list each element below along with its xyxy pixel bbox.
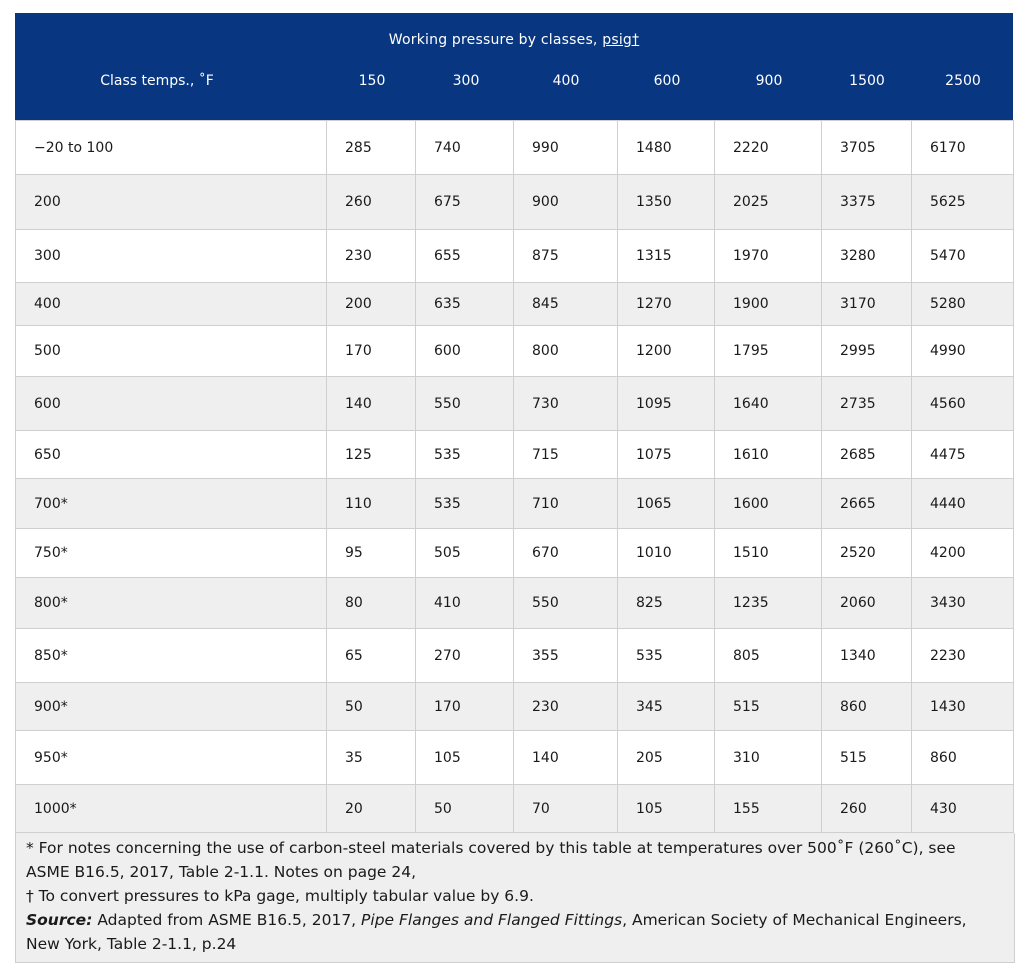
pressure-cell: 4200	[912, 529, 1014, 578]
pressure-cell: 805	[715, 629, 822, 683]
pressure-cell: 4560	[912, 377, 1014, 431]
pressure-cell: 110	[327, 479, 416, 529]
temp-cell: 750*	[16, 529, 327, 578]
pressure-cell: 2060	[822, 578, 912, 629]
table-title	[15, 32, 1013, 48]
pressure-cell: 430	[912, 785, 1014, 833]
asterisk-note: * For notes concerning the use of carbon-steel materials covered by this table at temperatures over 500˚F (260˚C), see ASME B16.5, 2017, Table 2-1.1. Notes on page 24,	[26, 839, 956, 881]
temp-cell: 400	[16, 283, 327, 326]
pressure-cell: 1065	[618, 479, 715, 529]
pressure-cell: 1010	[618, 529, 715, 578]
pressure-cell: 230	[514, 683, 618, 731]
temp-cell: 650	[16, 431, 327, 479]
pressure-cell: 270	[416, 629, 514, 683]
pressure-cell: 170	[416, 683, 514, 731]
pressure-cell: 285	[327, 121, 416, 175]
table-row	[16, 479, 1014, 529]
temp-cell: 300	[16, 230, 327, 283]
source-note	[26, 908, 1004, 956]
pressure-cell: 550	[514, 578, 618, 629]
table-row	[16, 683, 1014, 731]
pressure-cell: 1200	[618, 326, 715, 377]
pressure-cell: 50	[416, 785, 514, 833]
table-notes	[15, 833, 1015, 963]
pressure-cell: 125	[327, 431, 416, 479]
pressure-cell: 3705	[822, 121, 912, 175]
pressure-cell: 505	[416, 529, 514, 578]
temp-cell: 850*	[16, 629, 327, 683]
pressure-cell: 730	[514, 377, 618, 431]
pressure-cell: 95	[327, 529, 416, 578]
pressure-cell: 310	[715, 731, 822, 785]
pressure-cell: 1480	[618, 121, 715, 175]
pressure-cell: 410	[416, 578, 514, 629]
pressure-cell: 1970	[715, 230, 822, 283]
table-row	[16, 283, 1014, 326]
table-row	[16, 326, 1014, 377]
pressure-cell: 875	[514, 230, 618, 283]
temp-cell: 800*	[16, 578, 327, 629]
row-header-label: Class temps., ˚F	[100, 73, 214, 89]
source-label: Source:	[26, 911, 93, 929]
pressure-cell: 2025	[715, 175, 822, 230]
pressure-cell: 6170	[912, 121, 1014, 175]
pressure-cell: 260	[822, 785, 912, 833]
column-header: 300	[452, 73, 480, 89]
table-header	[15, 13, 1013, 120]
temp-cell: 1000*	[16, 785, 327, 833]
pressure-table-container	[15, 13, 1013, 963]
pressure-cell: 1340	[822, 629, 912, 683]
pressure-cell: 80	[327, 578, 416, 629]
pressure-cell: 550	[416, 377, 514, 431]
pressure-cell: 105	[416, 731, 514, 785]
pressure-cell: 2230	[912, 629, 1014, 683]
table-row	[16, 377, 1014, 431]
table-row	[16, 529, 1014, 578]
pressure-cell: 1235	[715, 578, 822, 629]
pressure-cell: 140	[514, 731, 618, 785]
pressure-table	[15, 120, 1014, 833]
table-row	[16, 230, 1014, 283]
table-row	[16, 121, 1014, 175]
pressure-cell: 860	[822, 683, 912, 731]
pressure-cell: 2520	[822, 529, 912, 578]
pressure-cell: 2220	[715, 121, 822, 175]
temp-cell: 950*	[16, 731, 327, 785]
pressure-cell: 1795	[715, 326, 822, 377]
column-header: 2500	[945, 73, 981, 89]
pressure-cell: 170	[327, 326, 416, 377]
temp-cell: 900*	[16, 683, 327, 731]
pressure-cell: 5280	[912, 283, 1014, 326]
pressure-cell: 70	[514, 785, 618, 833]
source-title: Pipe Flanges and Flanged Fittings	[361, 911, 623, 929]
pressure-cell: 230	[327, 230, 416, 283]
pressure-cell: 2665	[822, 479, 912, 529]
temp-cell: 500	[16, 326, 327, 377]
pressure-cell: 4440	[912, 479, 1014, 529]
pressure-cell: 740	[416, 121, 514, 175]
pressure-cell: 50	[327, 683, 416, 731]
pressure-cell: 65	[327, 629, 416, 683]
dagger-note: † To convert pressures to kPa gage, multiply tabular value by 6.9.	[26, 887, 534, 905]
temp-cell: 200	[16, 175, 327, 230]
pressure-cell: 140	[327, 377, 416, 431]
pressure-cell: 205	[618, 731, 715, 785]
column-header: 150	[358, 73, 386, 89]
pressure-cell: 4990	[912, 326, 1014, 377]
pressure-cell: 825	[618, 578, 715, 629]
pressure-cell: 655	[416, 230, 514, 283]
temp-cell: 600	[16, 377, 327, 431]
table-row	[16, 629, 1014, 683]
pressure-cell: 2685	[822, 431, 912, 479]
pressure-cell: 675	[416, 175, 514, 230]
pressure-cell: 4475	[912, 431, 1014, 479]
pressure-cell: 1640	[715, 377, 822, 431]
source-text-tail: , American Society of Mechanical Engineers, New York, Table 2-1.1, p.24	[26, 911, 967, 953]
pressure-cell: 200	[327, 283, 416, 326]
pressure-cell: 800	[514, 326, 618, 377]
table-body	[16, 121, 1014, 833]
column-header: 1500	[849, 73, 885, 89]
table-row	[16, 731, 1014, 785]
pressure-cell: 2995	[822, 326, 912, 377]
table-row	[16, 785, 1014, 833]
pressure-cell: 105	[618, 785, 715, 833]
pressure-cell: 715	[514, 431, 618, 479]
table-row	[16, 578, 1014, 629]
pressure-cell: 3170	[822, 283, 912, 326]
pressure-cell: 600	[416, 326, 514, 377]
temp-cell: 700*	[16, 479, 327, 529]
pressure-cell: 1270	[618, 283, 715, 326]
pressure-cell: 860	[912, 731, 1014, 785]
header-columns	[15, 73, 1013, 93]
table-row	[16, 175, 1014, 230]
pressure-cell: 3280	[822, 230, 912, 283]
pressure-cell: 35	[327, 731, 416, 785]
column-header: 900	[755, 73, 783, 89]
pressure-cell: 1900	[715, 283, 822, 326]
pressure-cell: 845	[514, 283, 618, 326]
pressure-cell: 20	[327, 785, 416, 833]
pressure-cell: 1510	[715, 529, 822, 578]
pressure-cell: 3375	[822, 175, 912, 230]
pressure-cell: 515	[715, 683, 822, 731]
pressure-cell: 535	[416, 431, 514, 479]
pressure-cell: 3430	[912, 578, 1014, 629]
pressure-cell: 2735	[822, 377, 912, 431]
table-title-text: Working pressure by classes,	[388, 32, 598, 48]
pressure-cell: 1075	[618, 431, 715, 479]
pressure-cell: 1350	[618, 175, 715, 230]
pressure-cell: 635	[416, 283, 514, 326]
pressure-cell: 670	[514, 529, 618, 578]
table-row	[16, 431, 1014, 479]
pressure-cell: 1610	[715, 431, 822, 479]
pressure-cell: 1095	[618, 377, 715, 431]
source-text: Adapted from ASME B16.5, 2017,	[92, 911, 362, 929]
pressure-cell: 1315	[618, 230, 715, 283]
pressure-cell: 155	[715, 785, 822, 833]
pressure-cell: 990	[514, 121, 618, 175]
pressure-cell: 535	[618, 629, 715, 683]
pressure-cell: 710	[514, 479, 618, 529]
pressure-cell: 345	[618, 683, 715, 731]
column-header: 600	[653, 73, 681, 89]
column-header: 400	[552, 73, 580, 89]
pressure-cell: 355	[514, 629, 618, 683]
pressure-cell: 1600	[715, 479, 822, 529]
pressure-cell: 5625	[912, 175, 1014, 230]
pressure-cell: 515	[822, 731, 912, 785]
temp-cell: −20 to 100	[16, 121, 327, 175]
pressure-cell: 5470	[912, 230, 1014, 283]
pressure-cell: 260	[327, 175, 416, 230]
table-title-unit: psig†	[602, 32, 640, 48]
pressure-cell: 535	[416, 479, 514, 529]
pressure-cell: 900	[514, 175, 618, 230]
pressure-cell: 1430	[912, 683, 1014, 731]
